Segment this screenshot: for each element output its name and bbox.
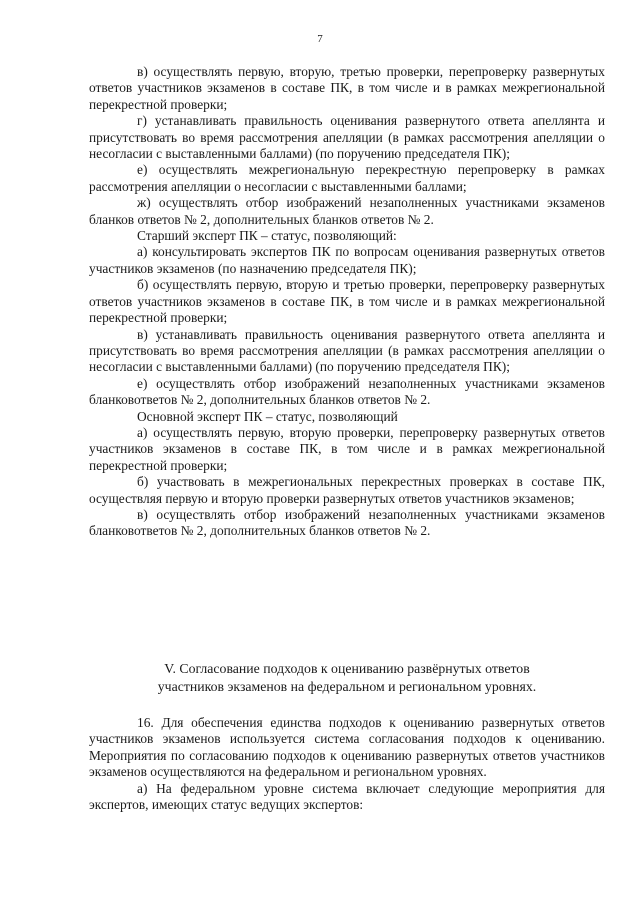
section-heading-line: V. Согласование подходов к оцениванию развёрнутых ответов: [164, 661, 530, 676]
section-heading-line: участников экзаменов на федеральном и региональном уровнях.: [157, 679, 537, 694]
paragraph: б) осуществлять первую, вторую и третью проверки, перепроверку развернутых ответов участников экзаменов в составе ПК, в том числе и в рамках межрегиональной перекрестной проверки;: [89, 277, 605, 326]
paragraph: в) осуществлять первую, вторую, третью проверки, перепроверку развернутых ответов участников экзаменов в составе ПК, в том числе и в рамках межрегиональной перекрестной проверки;: [89, 64, 605, 112]
paragraph: б) участвовать в межрегиональных перекрестных проверках в составе ПК, осуществляя первую и вторую проверки развернутых ответов участников экзаменов;: [89, 474, 605, 506]
page-number: 7: [317, 33, 323, 45]
paragraph: в) осуществлять отбор изображений незаполненных участниками экзаменов бланковответов № 2, дополнительных бланков ответов № 2.: [89, 506, 605, 539]
paragraph: е) осуществлять межрегиональную перекрестную перепроверку в рамках рассмотрения апелляции о несогласии с выставленными баллами;: [89, 162, 605, 194]
paragraph: Основной эксперт ПК – статус, позволяющий: [137, 408, 398, 424]
paragraph: а) осуществлять первую, вторую проверки, перепроверку развернутых ответов участников экзаменов в составе ПК, в том числе и в рамках межрегиональной перекрестной проверки;: [89, 424, 605, 473]
paragraph: в) устанавливать правильность оценивания развернутого ответа апеллянта и присутствовать во время рассмотрения апелляции (в рамках рассмотрения апелляции о несогласии с выставленными баллами) (по поручению председателя ПК);: [89, 326, 605, 375]
body-text-bottom: [89, 715, 605, 813]
paragraph: а) На федеральном уровне система включает следующие мероприятия для экспертов, имеющих статус ведущих экспертов:: [89, 780, 605, 813]
paragraph: а) консультировать экспертов ПК по вопросам оценивания развернутых ответов участников экзаменов (по назначению председателя ПК);: [89, 244, 605, 276]
paragraph: 16. Для обеспечения единства подходов к оцениванию развернутых ответов участников экзаменов используется система согласования подходов к оцениванию. Мероприятия по согласованию подходов к оцениванию развернутых ответов участников экзаменов осуществляются на федеральном и региональном уровнях.: [89, 715, 605, 780]
paragraph: г) устанавливать правильность оценивания развернутого ответа апеллянта и присутствовать во время рассмотрения апелляции (в рамках рассмотрения апелляции о несогласии с выставленными баллами) (по поручению председателя ПК);: [89, 113, 605, 162]
paragraph: ж) осуществлять отбор изображений незаполненных участниками экзаменов бланков ответов № 2, дополнительных бланков ответов № 2.: [89, 195, 605, 227]
paragraph: Старший эксперт ПК – статус, позволяющий:: [137, 228, 397, 244]
section-heading: [89, 660, 605, 696]
body-text-top: [89, 64, 605, 540]
paragraph: е) осуществлять отбор изображений незаполненных участниками экзаменов бланковответов № 2, дополнительных бланков ответов № 2.: [89, 375, 605, 408]
